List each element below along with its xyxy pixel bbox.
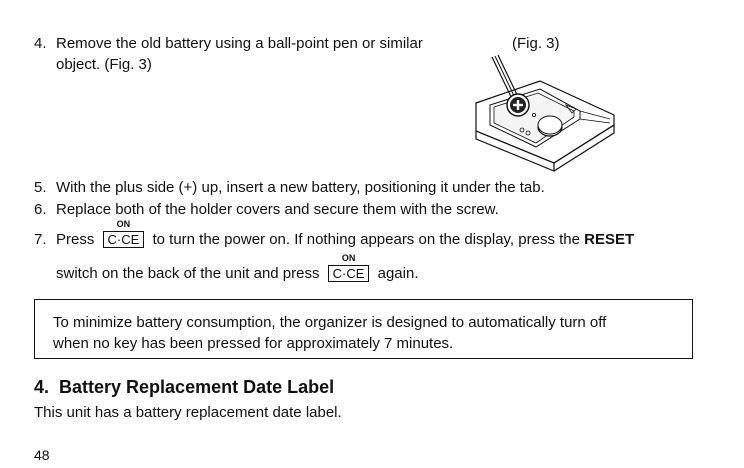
page-number: 48	[34, 447, 50, 463]
step-6	[34, 199, 499, 220]
step-7-line2	[56, 253, 419, 284]
key-label: C·CE	[332, 266, 365, 281]
step-6-number: 6.	[34, 201, 47, 218]
step-4	[34, 33, 423, 54]
note-line1: To minimize battery consumption, the organizer is designed to automatically turn off	[53, 314, 607, 331]
step-6-text: Replace both of the holder covers and secure them with the screw.	[56, 201, 499, 218]
note-line2: when no key has been pressed for approximately 7 minutes.	[53, 335, 454, 352]
cce-key-icon	[103, 219, 145, 248]
step-7	[34, 219, 635, 250]
step-5-text: With the plus side (+) up, insert a new battery, positioning it under the tab.	[56, 179, 545, 196]
section-body: This unit has a battery replacement date label.	[34, 404, 342, 421]
cce-key-icon	[328, 253, 370, 282]
key-on-label: ON	[341, 253, 356, 263]
step-4-line2: object. (Fig. 3)	[56, 56, 152, 73]
key-label: C·CE	[107, 232, 140, 247]
step-7-after-key: to turn the power on. If nothing appears on the display, press the	[152, 231, 580, 248]
step-4-number: 4.	[34, 35, 47, 52]
section-title: 4. Battery Replacement Date Label	[34, 377, 335, 397]
battery-removal-illustration-icon	[470, 55, 620, 175]
step-7-press: Press	[56, 231, 95, 248]
step-4-text-line1: Remove the old battery using a ball-point pen or similar	[56, 35, 423, 52]
reset-label: RESET	[584, 231, 635, 248]
step-7-line2-start: switch on the back of the unit and press	[56, 265, 320, 282]
step-5	[34, 177, 545, 198]
step-5-number: 5.	[34, 179, 47, 196]
step-7-line2-end: again.	[377, 265, 419, 282]
battery-note-box	[34, 299, 693, 359]
key-on-label: ON	[116, 219, 131, 229]
figure-caption: (Fig. 3)	[512, 35, 560, 52]
step-7-number: 7.	[34, 231, 47, 248]
